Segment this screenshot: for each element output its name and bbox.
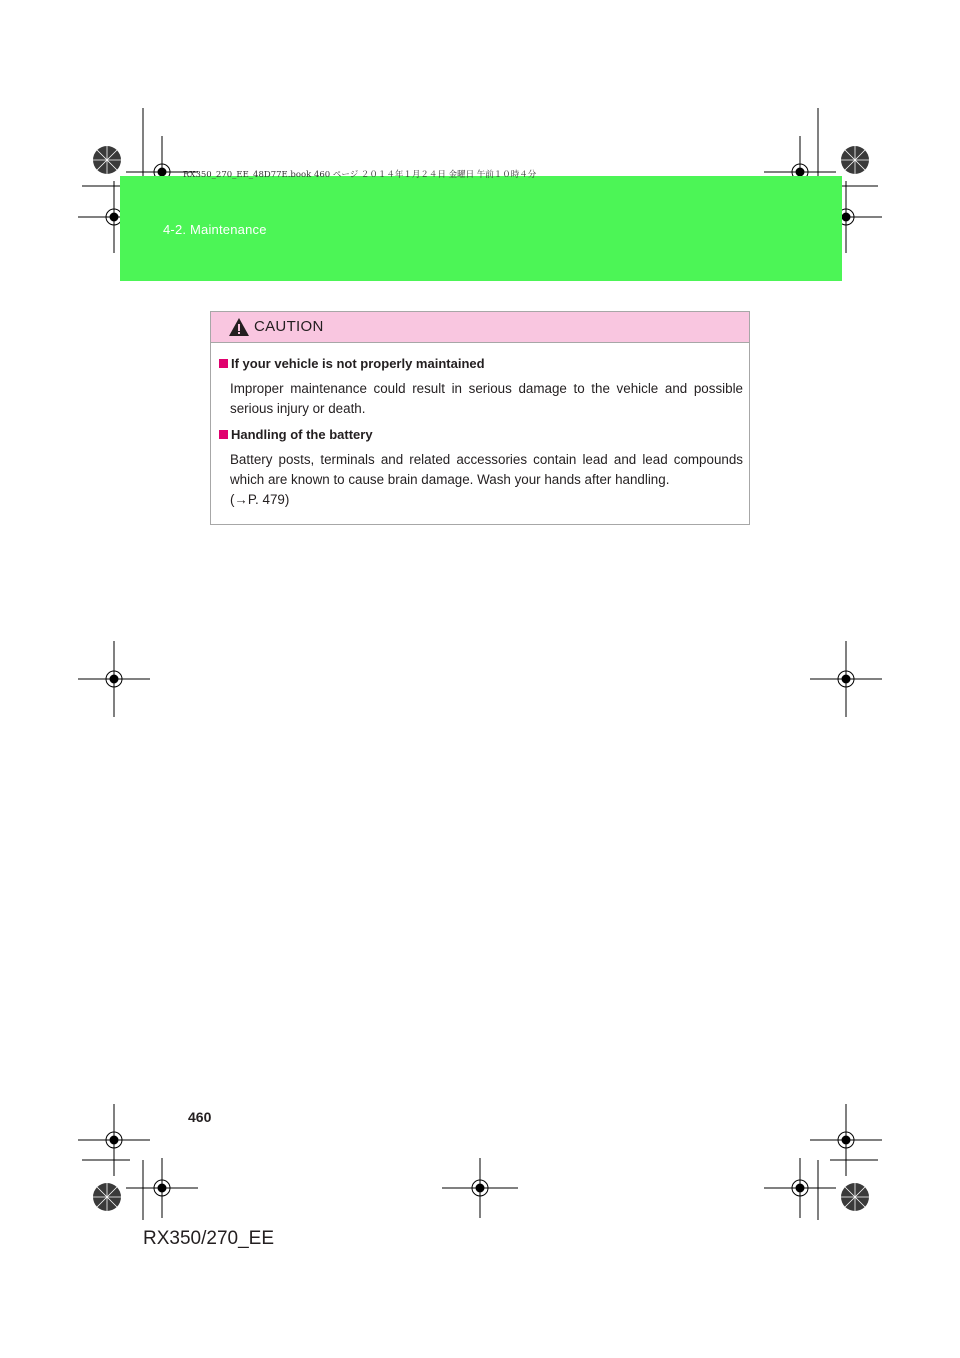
- warning-triangle-icon: [228, 317, 250, 337]
- caution-title: CAUTION: [254, 318, 324, 335]
- caution-item-heading: If your vehicle is not properly maintained: [219, 355, 743, 373]
- caution-header: [211, 312, 749, 343]
- page-number: 460: [188, 1109, 212, 1125]
- caution-box: [210, 311, 750, 525]
- caution-item-heading: Handling of the battery: [219, 426, 743, 444]
- book-info: RX350_270_EE_48D77E.book 460 ページ ２０１４年１月２４日 金曜日 午前１０時４分: [183, 170, 537, 180]
- model-label: RX350/270_EE: [143, 1228, 274, 1249]
- caution-item: [219, 426, 743, 510]
- caution-item-body: Improper maintenance could result in serious damage to the vehicle and possible serious injury or death.: [230, 381, 743, 416]
- caution-item: [219, 355, 743, 419]
- page-reference-link[interactable]: (→P. 479): [230, 492, 290, 507]
- section-title: 4-2. Maintenance: [163, 222, 267, 237]
- bullet-square-icon: [219, 359, 228, 368]
- caution-item-body: Battery posts, terminals and related accessories contain lead and lead compounds which are known to cause brain damage. Wash your hands after handling. (→P. 479): [230, 452, 743, 507]
- bullet-square-icon: [219, 430, 228, 439]
